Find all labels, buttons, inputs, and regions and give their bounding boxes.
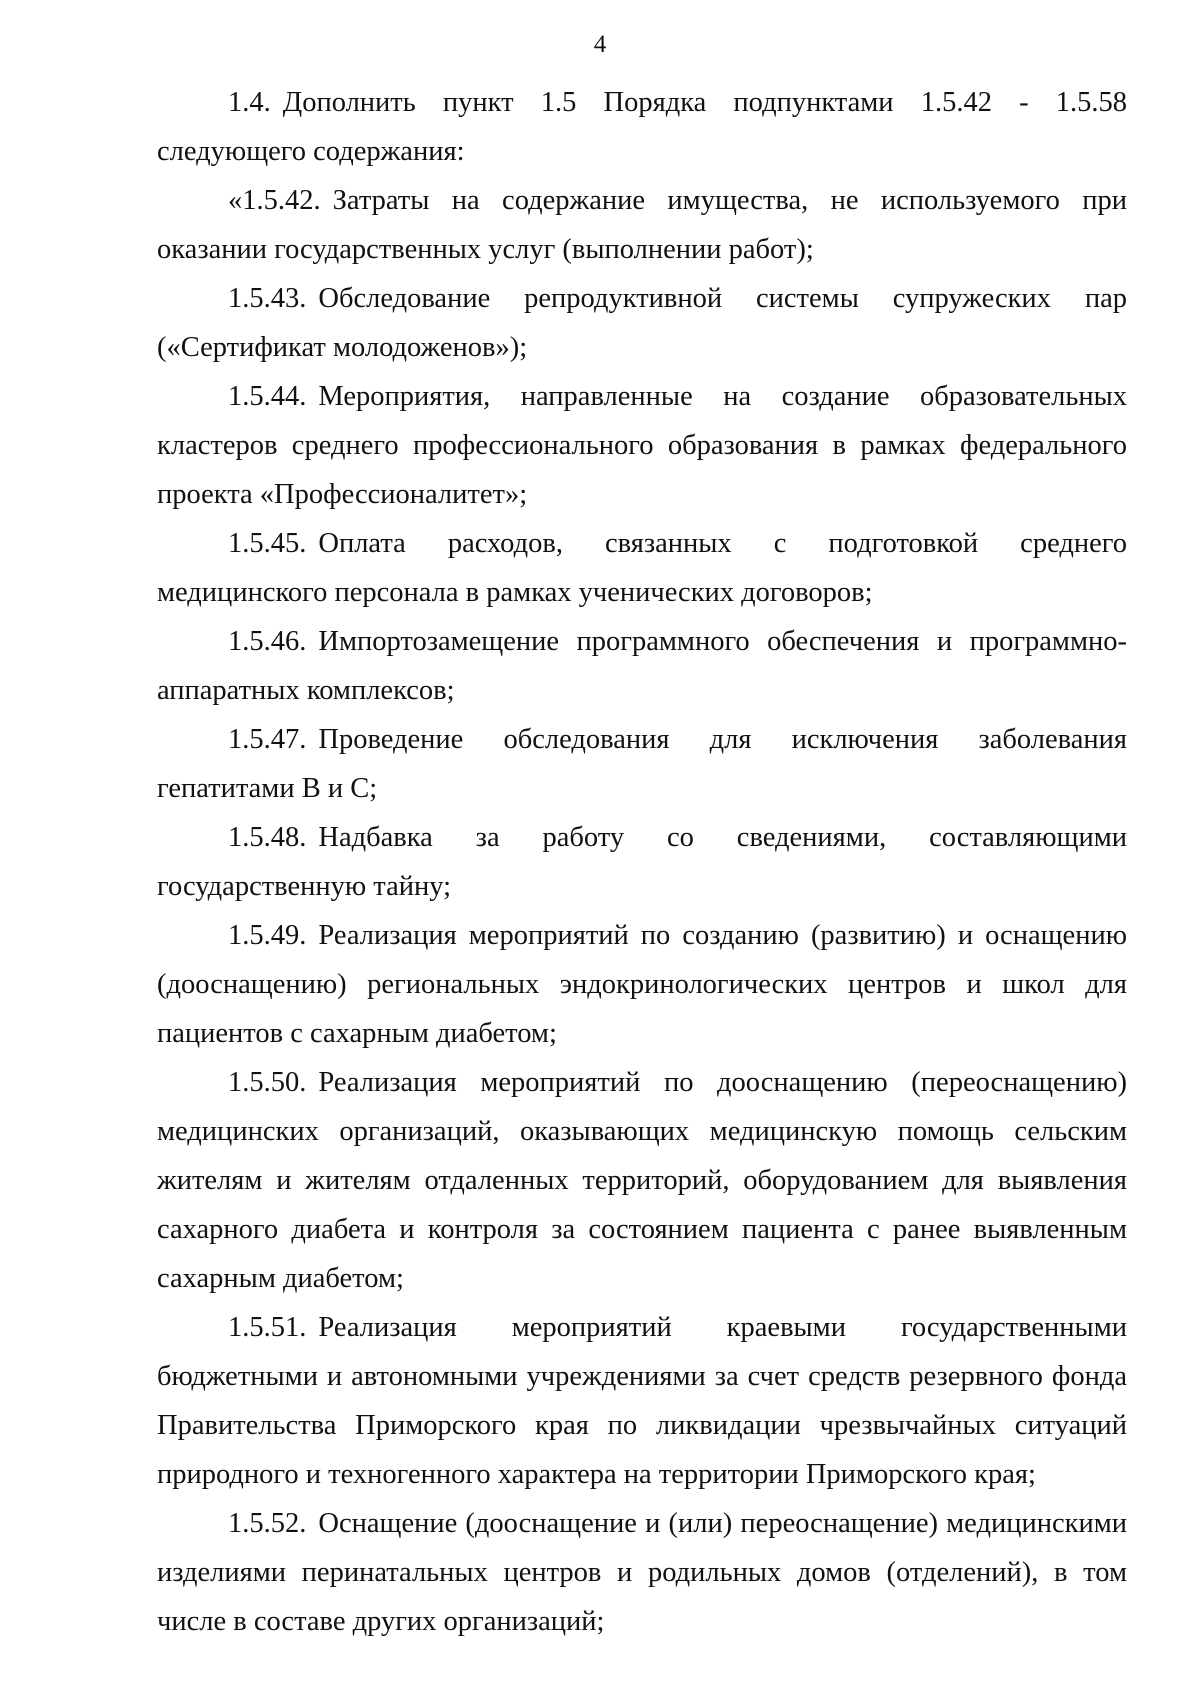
paragraph-1-5-43 xyxy=(157,274,1127,372)
paragraph-1-5-52 xyxy=(157,1499,1127,1646)
paragraph-number: 1.5.52. xyxy=(228,1508,307,1539)
paragraph-1-5-49 xyxy=(157,911,1127,1058)
paragraph-text: Реализация мероприятий по созданию (развитию) и оснащению (дооснащению) региональных эндокринологических центров и школ для пациентов с сахарным диабетом; xyxy=(157,920,1127,1049)
paragraph-text: Оснащение (дооснащение и (или) переоснащение) медицинскими изделиями перинатальных центров и родильных домов (отделений), в том числе в составе других организаций; xyxy=(157,1508,1127,1637)
paragraph-number: 1.5.43. xyxy=(228,283,307,314)
paragraph-text: Мероприятия, направленные на создание образовательных кластеров среднего профессионального образования в рамках федерального проекта «Профессионалитет»; xyxy=(157,381,1127,510)
paragraph-number: 1.5.47. xyxy=(228,724,307,755)
paragraph-text: Затраты на содержание имущества, не используемого при оказании государственных услуг (выполнении работ); xyxy=(157,185,1127,265)
paragraph-1-4 xyxy=(157,78,1127,176)
paragraph-number: 1.4. xyxy=(228,87,271,118)
paragraph-number: 1.5.49. xyxy=(228,920,307,951)
paragraph-number: 1.5.45. xyxy=(228,528,307,559)
paragraph-text: Реализация мероприятий по дооснащению (переоснащению) медицинских организаций, оказывающих медицинскую помощь сельским жителям и жителям отдаленных территорий, оборудованием для выявления сахарного диабета и контроля за состоянием пациента с ранее выявленным сахарным диабетом; xyxy=(157,1067,1127,1294)
paragraph-text: Дополнить пункт 1.5 Порядка подпунктами 1.5.42 - 1.5.58 следующего содержания: xyxy=(157,87,1127,167)
paragraph-text: Импортозамещение программного обеспечения и программно-аппаратных комплексов; xyxy=(157,626,1127,706)
paragraph-number: 1.5.51. xyxy=(228,1312,307,1343)
paragraph-number: 1.5.48. xyxy=(228,822,307,853)
paragraph-1-5-46 xyxy=(157,617,1127,715)
paragraph-1-5-48 xyxy=(157,813,1127,911)
paragraph-text: Оплата расходов, связанных с подготовкой среднего медицинского персонала в рамках ученических договоров; xyxy=(157,528,1127,608)
paragraph-1-5-44 xyxy=(157,372,1127,519)
paragraph-1-5-47 xyxy=(157,715,1127,813)
paragraph-number: 1.5.44. xyxy=(228,381,307,412)
paragraph-number: «1.5.42. xyxy=(228,185,321,216)
page-number: 4 xyxy=(593,31,607,58)
paragraph-number: 1.5.46. xyxy=(228,626,307,657)
paragraph-text: Реализация мероприятий краевыми государственными бюджетными и автономными учреждениями за счет средств резервного фонда Правительства Приморского края по ликвидации чрезвычайных ситуаций природного и техногенного характера на территории Приморского края; xyxy=(157,1312,1127,1490)
paragraph-text: Проведение обследования для исключения заболевания гепатитами В и С; xyxy=(157,724,1127,804)
paragraph-number: 1.5.50. xyxy=(228,1067,307,1098)
paragraph-1-5-51 xyxy=(157,1303,1127,1499)
paragraph-text: Обследование репродуктивной системы супружеских пар («Сертификат молодоженов»); xyxy=(157,283,1127,363)
paragraph-1-5-42 xyxy=(157,176,1127,274)
paragraph-1-5-50 xyxy=(157,1058,1127,1303)
paragraph-1-5-45 xyxy=(157,519,1127,617)
paragraph-text: Надбавка за работу со сведениями, составляющими государственную тайну; xyxy=(157,822,1127,902)
document-body xyxy=(157,78,1127,1646)
